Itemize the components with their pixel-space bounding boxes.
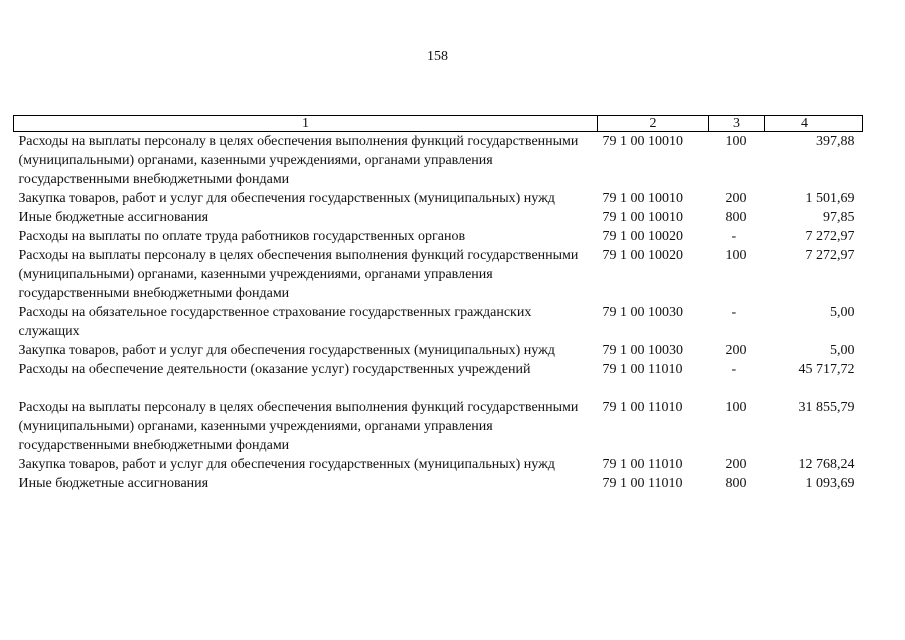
row-type: 100 — [725, 134, 747, 149]
row-amount: 7 272,97 — [805, 248, 855, 263]
table-row — [14, 474, 863, 493]
column-header-amount: 4 — [765, 116, 863, 132]
table-row — [14, 303, 863, 341]
row-amount: 97,85 — [823, 210, 855, 225]
row-type: 100 — [725, 248, 747, 263]
table-header-row — [14, 116, 863, 132]
row-name: Закупка товаров, работ и услуг для обеспечения государственных (муниципальных) нужд — [18, 343, 555, 358]
row-code: 79 1 00 11010 — [602, 362, 683, 377]
row-type: - — [731, 305, 737, 320]
row-code: 79 1 00 11010 — [602, 400, 683, 415]
row-amount: 7 272,97 — [805, 229, 855, 244]
row-amount: 5,00 — [830, 343, 855, 358]
table-row — [14, 208, 863, 227]
row-spacer — [14, 379, 863, 398]
row-name: Расходы на обязательное государственное страхование государственных гражданских служащих — [18, 305, 532, 339]
row-name: Расходы на выплаты персоналу в целях обеспечения выполнения функций государственными (муниципальными) органами, казенными учреждениями, органами управления государственными внебюджетными фондами — [18, 134, 579, 187]
row-name: Иные бюджетные ассигнования — [18, 210, 209, 225]
row-amount: 397,88 — [816, 134, 855, 149]
row-name: Закупка товаров, работ и услуг для обеспечения государственных (муниципальных) нужд — [18, 191, 555, 206]
row-amount: 5,00 — [830, 305, 855, 320]
row-type: - — [731, 229, 737, 244]
row-name: Расходы на выплаты персоналу в целях обеспечения выполнения функций государственными (муниципальными) органами, казенными учреждениями, органами управления государственными внебюджетными фондами — [18, 400, 579, 453]
table-row — [14, 132, 863, 190]
table-row — [14, 341, 863, 360]
table-row — [14, 455, 863, 474]
row-code: 79 1 00 10010 — [602, 210, 683, 225]
row-name: Расходы на обеспечение деятельности (оказание услуг) государственных учреждений — [18, 362, 531, 377]
table-row — [14, 360, 863, 379]
row-type: 200 — [725, 191, 747, 206]
row-code: 79 1 00 11010 — [602, 457, 683, 472]
row-type: 800 — [725, 476, 747, 491]
table-row — [14, 398, 863, 455]
row-amount: 31 855,79 — [798, 400, 855, 415]
row-code: 79 1 00 10030 — [602, 305, 683, 320]
row-code: 79 1 00 11010 — [602, 476, 683, 491]
table-row — [14, 189, 863, 208]
row-name: Иные бюджетные ассигнования — [18, 476, 209, 491]
column-header-code: 2 — [598, 116, 709, 132]
row-name: Расходы на выплаты по оплате труда работников государственных органов — [18, 229, 466, 244]
page-number: 158 — [427, 49, 448, 64]
row-name: Закупка товаров, работ и услуг для обеспечения государственных (муниципальных) нужд — [18, 457, 555, 472]
row-code: 79 1 00 10010 — [602, 134, 683, 149]
row-code: 79 1 00 10020 — [602, 248, 683, 263]
row-type: - — [731, 362, 737, 377]
column-header-name: 1 — [14, 116, 598, 132]
row-spacer-cell — [14, 379, 863, 398]
row-amount: 45 717,72 — [798, 362, 855, 377]
column-header-type: 3 — [709, 116, 765, 132]
budget-table — [13, 115, 863, 493]
row-type: 100 — [725, 400, 747, 415]
table-row — [14, 227, 863, 246]
row-type: 800 — [725, 210, 747, 225]
row-code: 79 1 00 10020 — [602, 229, 683, 244]
table-row — [14, 246, 863, 303]
row-amount: 12 768,24 — [798, 457, 855, 472]
row-code: 79 1 00 10010 — [602, 191, 683, 206]
row-amount: 1 501,69 — [805, 191, 855, 206]
row-amount: 1 093,69 — [805, 476, 855, 491]
row-name: Расходы на выплаты персоналу в целях обеспечения выполнения функций государственными (муниципальными) органами, казенными учреждениями, органами управления государственными внебюджетными фондами — [18, 248, 579, 301]
row-type: 200 — [725, 343, 747, 358]
row-type: 200 — [725, 457, 747, 472]
row-code: 79 1 00 10030 — [602, 343, 683, 358]
